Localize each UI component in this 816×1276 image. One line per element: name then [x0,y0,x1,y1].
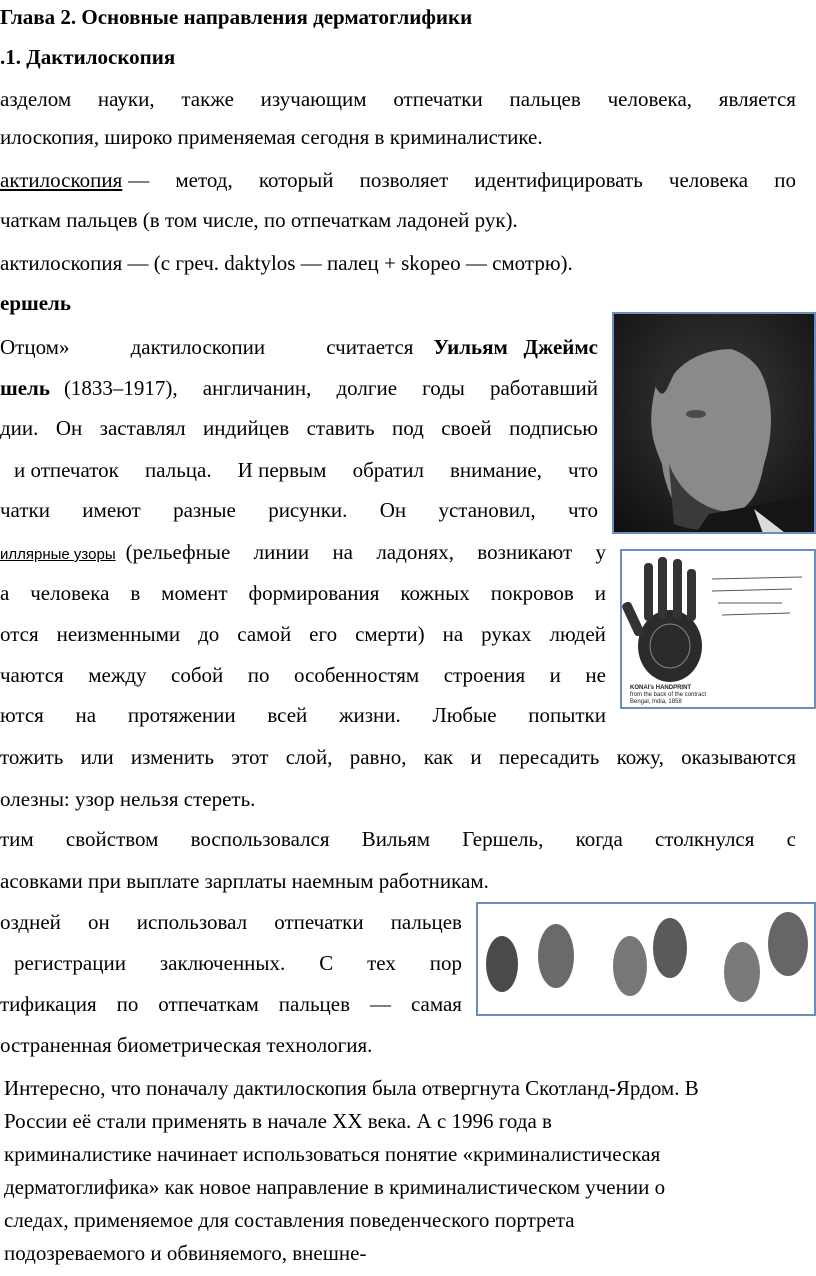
word: Гершель, [462,827,544,851]
paragraph-line [0,334,598,360]
word: покровов [490,581,574,605]
word: что [568,498,598,522]
word: — [369,992,391,1016]
paragraph-line: Интересно, что поначалу дактилоскопия была отвергнута Скотланд-Ярдом. В [4,1076,699,1100]
word: пальца. [144,458,212,482]
paragraph-line [0,415,598,441]
word: англичанин, [202,376,312,400]
word: кожных [400,581,470,605]
word: С [319,951,334,975]
word: считается [326,335,414,359]
word: чаются [0,663,64,687]
word: свойством [65,827,159,851]
word: по [116,992,139,1016]
word: (рельефные [125,540,231,564]
word: — [128,168,150,192]
paragraph-line: илоскопия, широко применяемая сегодня в криминалистике. [0,125,543,149]
handprint-figure [620,549,816,709]
word: дии. [0,416,39,440]
paragraph-line [0,497,598,523]
word: рисунки. [268,498,348,522]
word: отпечаткам [158,992,259,1016]
word: (1833–1917), [63,376,178,400]
paragraph-line: чаткам пальцев (в том числе, по отпечаткам ладоней рук). [0,208,518,232]
word: по [247,663,270,687]
word: заставлял [99,416,186,440]
word: неизменными [56,622,181,646]
word: долгие [336,376,398,400]
word: тификация [0,992,97,1016]
word: пальцев [278,992,350,1016]
word: этот [231,745,269,769]
word: под [392,416,424,440]
word: человека [30,581,110,605]
word: изменить [130,745,214,769]
word: что [568,458,598,482]
word: Отцом» [0,335,70,359]
paragraph-line [0,662,606,688]
word: воспользовался [190,827,330,851]
word: использовал [136,910,248,934]
word: идентифицировать [474,168,643,192]
paragraph-line: асовками при выплате зарплаты наемным работникам. [0,869,489,893]
paragraph-line: дерматоглифика» как новое направление в криминалистическом учении о [4,1175,666,1199]
paragraph-line: криминалистике начинает использоваться понятие «криминалистическая [4,1142,661,1166]
word: линии [253,540,310,564]
word: Любые [432,703,497,727]
portrait-photo [612,312,816,534]
word: на [332,540,353,564]
word: дактилоскопии [130,335,266,359]
chapter-heading: Глава 2. Основные направления дерматоглифики [0,5,473,29]
paragraph-line [0,991,462,1017]
caption-line: KONAI's HANDPRINT [630,685,692,691]
word: столкнулся [655,827,755,851]
paragraph-line [0,826,796,852]
word: на [442,622,464,646]
word: тим [0,827,34,851]
word: пересадить [498,745,600,769]
word: человека, [607,87,693,111]
word: оказываются [681,745,796,769]
word: до [198,622,220,646]
word: формирования [248,581,380,605]
paragraph-line: остраненная биометрическая технология. [0,1033,373,1057]
word: индийцев [203,416,290,440]
word: позволяет [359,168,449,192]
bold-name: Уильям Джеймс [433,335,598,359]
word: самая [410,992,462,1016]
word: жизни. [339,703,401,727]
paragraph-line: актилоскопия — (с греч. daktylos — палец + skopeo — смотрю). [0,251,573,275]
term-link[interactable]: актилоскопия [0,168,123,192]
word: возникают [477,540,573,564]
paragraph-line [0,167,796,193]
word: обратил [352,458,424,482]
caption-line: Bengal, India, 1858 [630,699,682,705]
paragraph-line-part [126,539,606,565]
word: метод, [175,168,233,192]
word: всей [267,703,308,727]
word: также [181,87,234,111]
word: и отпечаток [14,458,119,482]
word: ладонях, [376,540,454,564]
word: а [0,581,10,605]
word: ставить [306,416,375,440]
word: годы [422,376,465,400]
word: является [718,87,796,111]
word: момент [161,581,228,605]
paragraph-line [14,457,598,483]
word: ются [0,703,44,727]
paragraph-line [14,950,462,976]
paragraph-line [0,702,606,728]
section-heading: .1. Дактилоскопия [0,45,176,69]
paragraph-line-part [64,375,598,401]
word: подписью [509,416,598,440]
word: собой [171,663,224,687]
word: и [594,581,606,605]
word: отпечатки [393,87,483,111]
paragraph-line: следах, применяемое для составления поведенческого портрета [4,1208,575,1232]
word: и [470,745,482,769]
word: особенностям [293,663,420,687]
word: строения [443,663,526,687]
word: чатки [0,498,50,522]
word: самой [237,622,292,646]
word: отпечатки [274,910,364,934]
word: или [80,745,114,769]
paragraph-line: России её стали применять в начале XX века. А с 1996 года в [4,1109,552,1133]
word: протяжении [127,703,236,727]
bold-name: шель [0,376,50,400]
caption [630,685,706,706]
word: слой, [285,745,333,769]
word: на [75,703,97,727]
word: тех [367,951,396,975]
word: пальцев [509,87,581,111]
word: регистрации [14,951,126,975]
word: Вильям [361,827,430,851]
paragraph-line [0,744,796,770]
word: Он [55,416,83,440]
paragraph-line: подозреваемого и обвиняемого, внешне- [4,1241,367,1265]
paragraph-line: олезны: узор нельзя стереть. [0,787,256,811]
word: пор [429,951,462,975]
word: тожить [0,745,64,769]
word: оздней [0,910,61,934]
word: отся [0,622,39,646]
word: когда [575,827,623,851]
word: и [549,663,561,687]
word: по [774,168,796,192]
word: с [786,827,796,851]
word: разные [173,498,236,522]
word: Он [379,498,407,522]
term-link[interactable]: иллярные узоры [0,546,116,563]
word: внимание, [450,458,542,482]
word: установил, [438,498,536,522]
word: науки, [97,87,155,111]
word: азделом [0,87,72,111]
word: своей [441,416,492,440]
word: имеют [82,498,141,522]
paragraph-line [0,621,606,647]
word: смерти) [355,622,425,646]
paragraph-line [0,909,462,935]
word: попытки [528,703,606,727]
section-title: ершель [0,291,71,315]
word: между [88,663,147,687]
word: не [585,663,606,687]
word: изучающим [260,87,367,111]
word: у [595,540,606,564]
fingerprints-figure [476,902,816,1016]
word: работавший [489,376,598,400]
paragraph-line-part [0,334,413,360]
paragraph-line [0,580,606,606]
word: который [258,168,334,192]
word: заключенных. [159,951,286,975]
word: человека [668,168,749,192]
word: его [309,622,338,646]
word: людей [549,622,606,646]
word: пальцев [390,910,462,934]
word: в [130,581,141,605]
word: руках [481,622,532,646]
caption-line: from the back of the contract [630,692,707,698]
paragraph-line [0,539,606,568]
word: кожу, [616,745,664,769]
word: И первым [237,458,327,482]
word: он [87,910,110,934]
paragraph-line [0,375,598,401]
word: равно, [349,745,407,769]
paragraph-line [0,86,796,112]
paragraph-line-rest [128,167,796,193]
word: как [423,745,454,769]
